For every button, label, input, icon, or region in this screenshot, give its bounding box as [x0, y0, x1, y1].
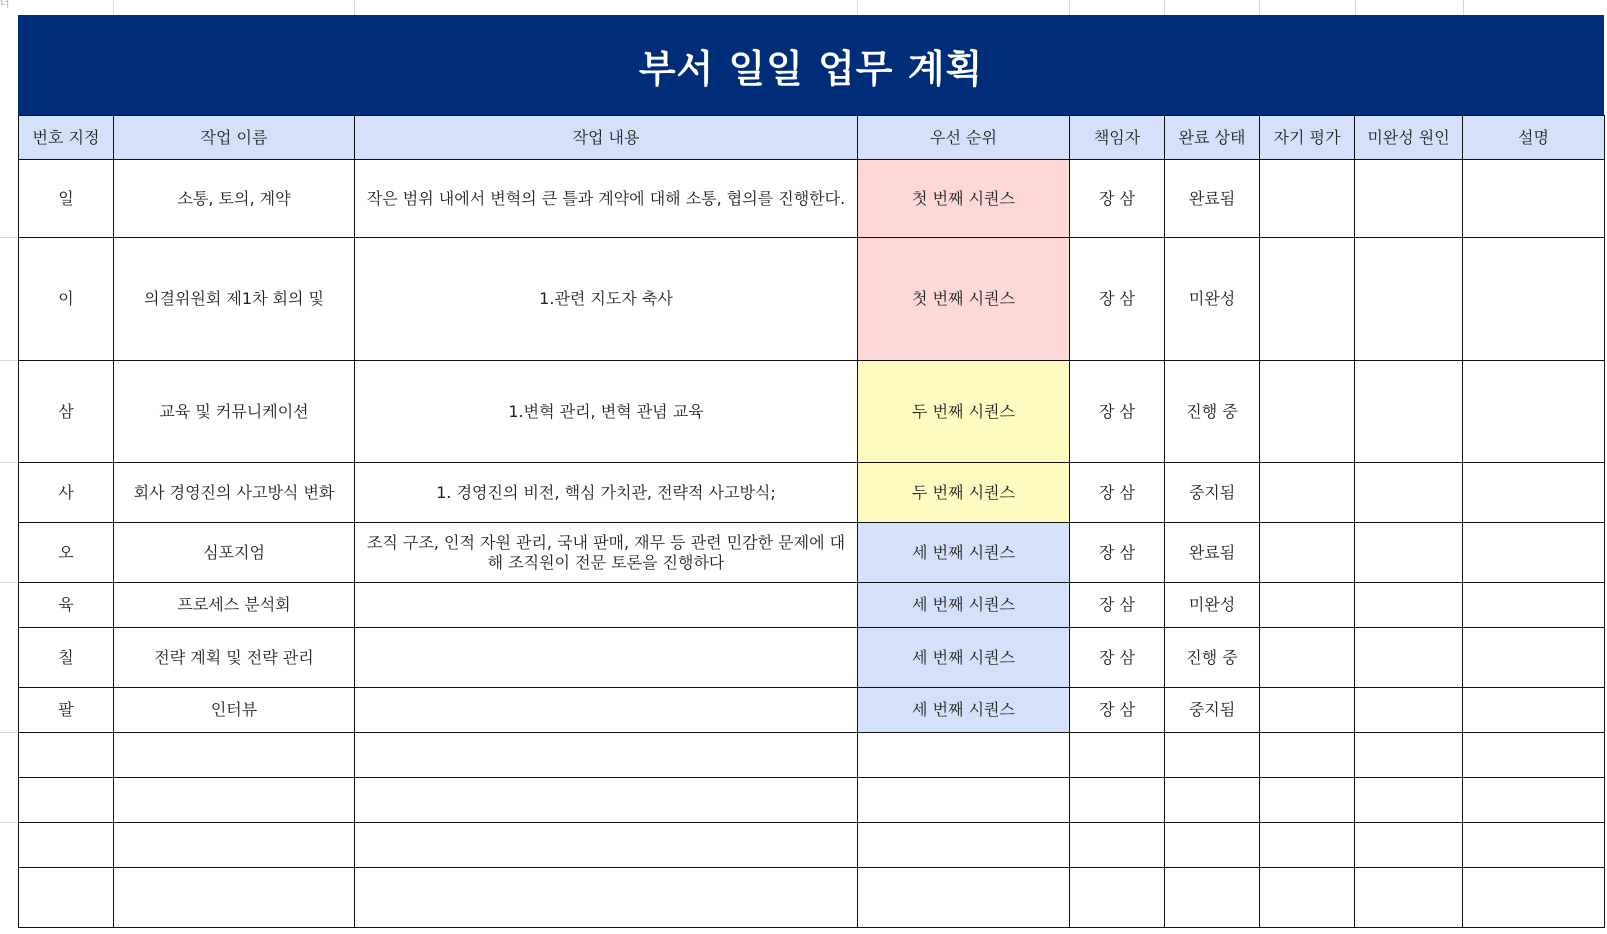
cell-owner[interactable] — [1070, 778, 1165, 823]
cell-description[interactable] — [1463, 628, 1605, 688]
cell-status[interactable]: 진행 중 — [1165, 628, 1260, 688]
cell-priority[interactable]: 두 번째 시퀀스 — [858, 463, 1070, 523]
table-row — [19, 583, 1605, 628]
cell-incomplete-reason[interactable] — [1355, 238, 1463, 361]
cell-priority[interactable] — [858, 823, 1070, 868]
cell-number[interactable]: 팔 — [19, 688, 114, 733]
header-status[interactable]: 완료 상태 — [1165, 116, 1260, 160]
cell-self-eval[interactable] — [1260, 823, 1355, 868]
cell-corner-text: 너 — [0, 0, 10, 10]
cell-number[interactable]: 칠 — [19, 628, 114, 688]
cell-priority[interactable] — [858, 778, 1070, 823]
cell-self-eval[interactable] — [1260, 628, 1355, 688]
cell-description[interactable] — [1463, 823, 1605, 868]
grid-line — [354, 0, 355, 16]
grid-line — [1259, 0, 1260, 16]
cell-task-content[interactable]: 1.변혁 관리, 변혁 관념 교육 — [355, 361, 858, 463]
cell-self-eval[interactable] — [1260, 361, 1355, 463]
table-row-empty — [19, 823, 1605, 868]
cell-owner[interactable]: 장 삼 — [1070, 583, 1165, 628]
cell-self-eval[interactable] — [1260, 688, 1355, 733]
cell-description[interactable] — [1463, 688, 1605, 733]
cell-owner[interactable]: 장 삼 — [1070, 523, 1165, 583]
cell-status[interactable] — [1165, 868, 1260, 928]
cell-incomplete-reason[interactable] — [1355, 523, 1463, 583]
cell-task-content[interactable] — [355, 868, 858, 928]
table-row-empty — [19, 733, 1605, 778]
grid-line — [0, 582, 18, 583]
cell-task-name[interactable]: 인터뷰 — [114, 688, 355, 733]
header-number[interactable]: 번호 지정 — [19, 116, 114, 160]
cell-number[interactable]: 육 — [19, 583, 114, 628]
cell-description[interactable] — [1463, 523, 1605, 583]
table-row-empty — [19, 778, 1605, 823]
cell-status[interactable]: 중지됨 — [1165, 463, 1260, 523]
cell-task-content[interactable] — [355, 778, 858, 823]
grid-line — [1463, 0, 1464, 16]
cell-task-name[interactable]: 교육 및 커뮤니케이션 — [114, 361, 355, 463]
cell-self-eval[interactable] — [1260, 778, 1355, 823]
cell-task-content[interactable]: 조직 구조, 인적 자원 관리, 국내 판매, 재무 등 관련 민감한 문제에 대해 조직원이 전문 토론을 진행하다 — [355, 523, 858, 583]
table-row — [19, 361, 1605, 463]
cell-status[interactable] — [1165, 778, 1260, 823]
cell-owner[interactable]: 장 삼 — [1070, 463, 1165, 523]
cell-owner[interactable] — [1070, 733, 1165, 778]
cell-task-name[interactable] — [114, 823, 355, 868]
cell-task-name[interactable] — [114, 733, 355, 778]
cell-owner[interactable]: 장 삼 — [1070, 238, 1165, 361]
cell-task-name[interactable] — [114, 868, 355, 928]
cell-self-eval[interactable] — [1260, 463, 1355, 523]
grid-line — [857, 0, 858, 16]
cell-incomplete-reason[interactable] — [1355, 628, 1463, 688]
header-self-eval[interactable]: 자기 평가 — [1260, 116, 1355, 160]
cell-number[interactable] — [19, 868, 114, 928]
cell-priority[interactable]: 세 번째 시퀀스 — [858, 688, 1070, 733]
cell-description[interactable] — [1463, 583, 1605, 628]
cell-number[interactable]: 이 — [19, 238, 114, 361]
cell-incomplete-reason[interactable] — [1355, 160, 1463, 238]
cell-incomplete-reason[interactable] — [1355, 688, 1463, 733]
grid-line — [1069, 0, 1070, 16]
cell-incomplete-reason[interactable] — [1355, 361, 1463, 463]
table-row-empty — [19, 868, 1605, 928]
cell-priority[interactable] — [858, 868, 1070, 928]
table-row — [19, 238, 1605, 361]
cell-priority[interactable]: 두 번째 시퀀스 — [858, 361, 1070, 463]
table-row — [19, 688, 1605, 733]
cell-priority[interactable]: 첫 번째 시퀀스 — [858, 160, 1070, 238]
cell-task-name[interactable]: 회사 경영진의 사고방식 변화 — [114, 463, 355, 523]
grid-line — [1164, 0, 1165, 16]
cell-owner[interactable]: 장 삼 — [1070, 160, 1165, 238]
cell-owner[interactable] — [1070, 823, 1165, 868]
cell-status[interactable]: 완료됨 — [1165, 160, 1260, 238]
cell-task-name[interactable]: 전략 계획 및 전략 관리 — [114, 628, 355, 688]
cell-incomplete-reason[interactable] — [1355, 868, 1463, 928]
cell-description[interactable] — [1463, 868, 1605, 928]
cell-priority[interactable]: 세 번째 시퀀스 — [858, 628, 1070, 688]
cell-owner[interactable]: 장 삼 — [1070, 628, 1165, 688]
header-task-name[interactable]: 작업 이름 — [114, 116, 355, 160]
cell-incomplete-reason[interactable] — [1355, 583, 1463, 628]
cell-number[interactable]: 사 — [19, 463, 114, 523]
cell-self-eval[interactable] — [1260, 868, 1355, 928]
table-row — [19, 463, 1605, 523]
grid-line — [0, 732, 18, 733]
cell-task-content[interactable] — [355, 583, 858, 628]
cell-incomplete-reason[interactable] — [1355, 823, 1463, 868]
cell-description[interactable] — [1463, 238, 1605, 361]
sheet-title: 부서 일일 업무 계획 — [638, 46, 984, 91]
cell-description[interactable] — [1463, 361, 1605, 463]
cell-task-content[interactable] — [355, 733, 858, 778]
table-row — [19, 160, 1605, 238]
cell-self-eval[interactable] — [1260, 238, 1355, 361]
header-row — [19, 116, 1605, 160]
cell-number[interactable] — [19, 778, 114, 823]
cell-status[interactable]: 진행 중 — [1165, 361, 1260, 463]
table-row — [19, 523, 1605, 583]
cell-number[interactable]: 오 — [19, 523, 114, 583]
cell-status[interactable] — [1165, 733, 1260, 778]
cell-task-name[interactable]: 소통, 토의, 계약 — [114, 160, 355, 238]
cell-task-name[interactable]: 프로세스 분석회 — [114, 583, 355, 628]
cell-self-eval[interactable] — [1260, 733, 1355, 778]
grid-line — [0, 822, 18, 823]
header-task-content[interactable]: 작업 내용 — [355, 116, 858, 160]
cell-number[interactable] — [19, 823, 114, 868]
cell-priority[interactable]: 세 번째 시퀀스 — [858, 583, 1070, 628]
cell-task-content[interactable] — [355, 688, 858, 733]
cell-status[interactable] — [1165, 823, 1260, 868]
cell-description[interactable] — [1463, 463, 1605, 523]
cell-priority[interactable]: 첫 번째 시퀀스 — [858, 238, 1070, 361]
cell-description[interactable] — [1463, 160, 1605, 238]
cell-status[interactable]: 미완성 — [1165, 583, 1260, 628]
cell-task-content[interactable] — [355, 628, 858, 688]
cell-incomplete-reason[interactable] — [1355, 733, 1463, 778]
cell-incomplete-reason[interactable] — [1355, 463, 1463, 523]
cell-task-name[interactable]: 의결위원회 제1차 회의 및 — [114, 238, 355, 361]
cell-status[interactable]: 완료됨 — [1165, 523, 1260, 583]
cell-priority[interactable]: 세 번째 시퀀스 — [858, 523, 1070, 583]
cell-status[interactable]: 미완성 — [1165, 238, 1260, 361]
cell-task-name[interactable]: 심포지엄 — [114, 523, 355, 583]
header-incomplete-reason[interactable]: 미완성 원인 — [1355, 116, 1463, 160]
cell-status[interactable]: 중지됨 — [1165, 688, 1260, 733]
cell-owner[interactable]: 장 삼 — [1070, 688, 1165, 733]
table-row — [19, 628, 1605, 688]
cell-description[interactable] — [1463, 778, 1605, 823]
header-owner[interactable]: 책임자 — [1070, 116, 1165, 160]
grid-line — [113, 0, 114, 16]
grid-line — [0, 462, 18, 463]
cell-number[interactable]: 삼 — [19, 361, 114, 463]
cell-owner[interactable]: 장 삼 — [1070, 361, 1165, 463]
title-banner[interactable] — [18, 15, 1604, 115]
cell-owner[interactable] — [1070, 868, 1165, 928]
cell-task-name[interactable] — [114, 778, 355, 823]
grid-line — [0, 360, 18, 361]
cell-task-content[interactable] — [355, 823, 858, 868]
header-priority[interactable]: 우선 순위 — [858, 116, 1070, 160]
cell-task-content[interactable]: 1.관련 지도자 축사 — [355, 238, 858, 361]
grid-line — [0, 237, 18, 238]
cell-incomplete-reason[interactable] — [1355, 778, 1463, 823]
cell-number[interactable] — [19, 733, 114, 778]
cell-task-content[interactable]: 1. 경영진의 비전, 핵심 가치관, 전략적 사고방식; — [355, 463, 858, 523]
header-description[interactable]: 설명 — [1463, 116, 1605, 160]
cell-description[interactable] — [1463, 733, 1605, 778]
task-plan-table — [18, 115, 1605, 928]
cell-self-eval[interactable] — [1260, 160, 1355, 238]
cell-number[interactable]: 일 — [19, 160, 114, 238]
cell-self-eval[interactable] — [1260, 523, 1355, 583]
grid-line — [1355, 0, 1356, 16]
cell-priority[interactable] — [858, 733, 1070, 778]
cell-task-content[interactable]: 작은 범위 내에서 변혁의 큰 틀과 계약에 대해 소통, 협의를 진행한다. — [355, 160, 858, 238]
cell-self-eval[interactable] — [1260, 583, 1355, 628]
